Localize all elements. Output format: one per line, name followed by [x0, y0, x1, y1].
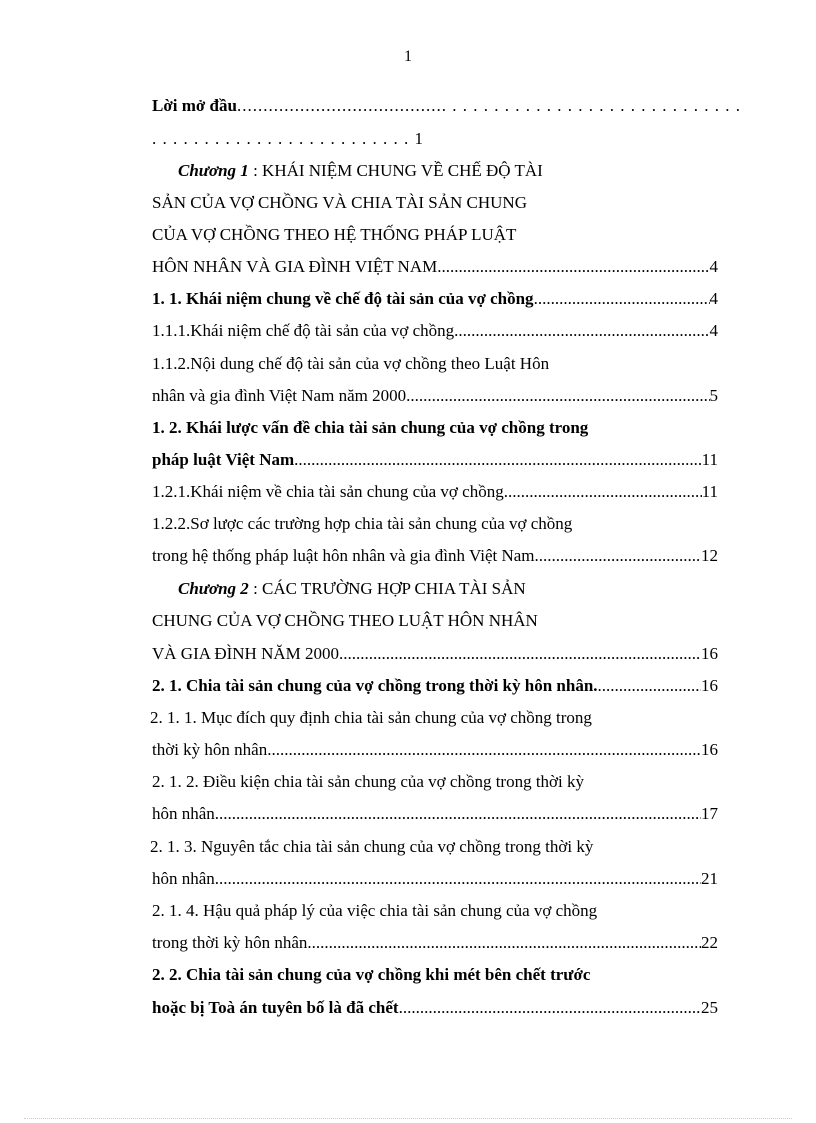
toc-entry-text: pháp luật Việt Nam — [152, 450, 295, 469]
toc-leader — [504, 476, 702, 508]
chapter1-heading-line3: CỦA VỢ CHỒNG THEO HỆ THỐNG PHÁP LUẬT — [152, 225, 517, 244]
toc-leader — [215, 798, 701, 830]
chapter2-heading-line1[interactable] — [178, 573, 526, 605]
toc-leader — [294, 444, 701, 476]
toc-entry-text: hôn nhân — [152, 869, 215, 888]
chapter2-label: Chương 2 — [178, 579, 249, 598]
toc-entry[interactable] — [152, 380, 718, 412]
toc-entry-wrap[interactable]: 2. 1. 4. Hậu quả pháp lý của việc chia tài sản chung của vợ chồng — [152, 901, 598, 920]
toc-entry-wrap[interactable]: 2. 1. 1. Mục đích quy định chia tài sản chung của vợ chồng trong — [150, 708, 592, 727]
toc-entry-wrap[interactable]: 2. 1. 3. Nguyên tắc chia tài sản chung của vợ chồng trong thời kỳ — [150, 837, 594, 856]
toc-entry[interactable] — [152, 863, 718, 895]
toc-entry-text: 1.1.1.Khái niệm chế độ tài sản của vợ chồng — [152, 321, 455, 340]
toc-leader — [339, 638, 701, 670]
toc-entry[interactable] — [152, 734, 718, 766]
toc-leader — [267, 734, 701, 766]
toc-entry-text: thời kỳ hôn nhân — [152, 740, 268, 759]
toc-page-number: 21 — [701, 869, 718, 888]
toc-entry-text: trong hệ thống pháp luật hôn nhân và gia đình Việt Nam. — [152, 546, 539, 565]
toc-entry[interactable] — [152, 315, 718, 347]
toc-entry-text: hôn nhân — [152, 804, 215, 823]
toc-page-number: 22 — [701, 933, 718, 952]
toc-page-number: 11 — [701, 450, 718, 469]
toc-leader — [539, 540, 701, 572]
chapter2-heading-line3[interactable] — [152, 638, 718, 670]
toc-leader — [534, 283, 710, 315]
toc-page-number: 5 — [709, 386, 718, 405]
toc-entry-wrap[interactable]: 1.2.2.Sơ lược các trường hợp chia tài sản chung của vợ chồng — [152, 514, 573, 533]
chapter2-heading-line2: CHUNG CỦA VỢ CHỒNG THEO LUẬT HÔN NHÂN — [152, 611, 538, 630]
chapter1-title-4: HÔN NHÂN VÀ GIA ĐÌNH VIỆT NAM — [152, 257, 438, 276]
toc-entry[interactable] — [152, 927, 718, 959]
toc-leader — [307, 927, 701, 959]
toc-intro-page: . . . . . . . . . . . . . . . . . . . . . . . . . 1 — [152, 129, 424, 148]
toc-entry[interactable] — [152, 798, 718, 830]
toc-entry[interactable] — [152, 476, 718, 508]
toc-entry[interactable] — [152, 540, 718, 572]
toc-entry[interactable] — [152, 670, 718, 702]
toc-page-number: 4 — [709, 289, 718, 308]
toc-entry-text: 1.2.1.Khái niệm về chia tài sản chung của vợ chồng — [152, 482, 504, 501]
chapter2-title-3: VÀ GIA ĐÌNH NĂM 2000 — [152, 644, 339, 663]
toc-intro-dots: ........................................ . . . . . . . . . . . . . . . . . . . . . . . . . . . . — [236, 96, 741, 115]
toc-page-number: 12 — [701, 546, 718, 565]
toc-page-number: 16 — [701, 740, 718, 759]
toc-leader — [598, 670, 701, 702]
toc-page-number: 4 — [709, 257, 718, 276]
toc-intro-page-line — [152, 123, 424, 155]
toc-page-number: 16 — [701, 676, 718, 695]
toc-entry-wrap[interactable]: 2. 2. Chia tài sản chung của vợ chồng khi mét bên chết trước — [152, 965, 591, 984]
toc-entry-wrap[interactable]: 1.1.2.Nội dung chế độ tài sản của vợ chồng theo Luật Hôn — [152, 354, 550, 373]
toc-entry[interactable] — [152, 992, 718, 1024]
page-number: 1 — [404, 48, 412, 65]
toc-leader — [454, 315, 709, 347]
toc-entry-wrap[interactable]: 2. 1. 2. Điều kiện chia tài sản chung của vợ chồng trong thời kỳ — [152, 772, 585, 791]
chapter2-title-1: : CÁC TRƯỜNG HỢP CHIA TÀI SẢN — [253, 579, 526, 598]
toc-page-number: 17 — [701, 804, 718, 823]
toc-page-number: 11 — [701, 482, 718, 501]
chapter1-heading-line4[interactable] — [152, 251, 718, 283]
toc-entry-text: hoặc bị Toà án tuyên bố là đã chết — [152, 998, 399, 1017]
toc-entry-text: 2. 1. Chia tài sản chung của vợ chồng trong thời kỳ hôn nhân. — [152, 676, 598, 695]
page-bottom-rule — [24, 1118, 792, 1119]
toc-entry[interactable] — [152, 283, 718, 315]
chapter1-title-1: : KHÁI NIỆM CHUNG VỀ CHẾ ĐỘ TÀI — [253, 161, 543, 180]
toc-intro-line[interactable] — [152, 90, 741, 122]
toc-entry-text: nhân và gia đình Việt Nam năm 2000 — [152, 386, 407, 405]
toc-entry-wrap[interactable]: 1. 2. Khái lược vấn đề chia tài sản chung của vợ chồng trong — [152, 418, 589, 437]
toc-page-number: 4 — [709, 321, 718, 340]
chapter1-heading-line1[interactable] — [178, 155, 543, 187]
chapter1-heading-line2: SẢN CỦA VỢ CHỒNG VÀ CHIA TÀI SẢN CHUNG — [152, 193, 527, 212]
toc-intro-title: Lời mở đầu — [152, 96, 237, 115]
toc-page-number: 16 — [701, 644, 718, 663]
toc-leader — [399, 992, 701, 1024]
toc-entry-text: trong thời kỳ hôn nhân — [152, 933, 308, 952]
chapter1-label: Chương 1 — [178, 161, 249, 180]
toc-leader — [406, 380, 709, 412]
toc-leader — [437, 251, 709, 283]
toc-entry-text: 1. 1. Khái niệm chung về chế độ tài sản của vợ chồng — [152, 289, 534, 308]
toc-entry[interactable] — [152, 444, 718, 476]
toc-leader — [215, 863, 701, 895]
toc-page-number: 25 — [701, 998, 718, 1017]
